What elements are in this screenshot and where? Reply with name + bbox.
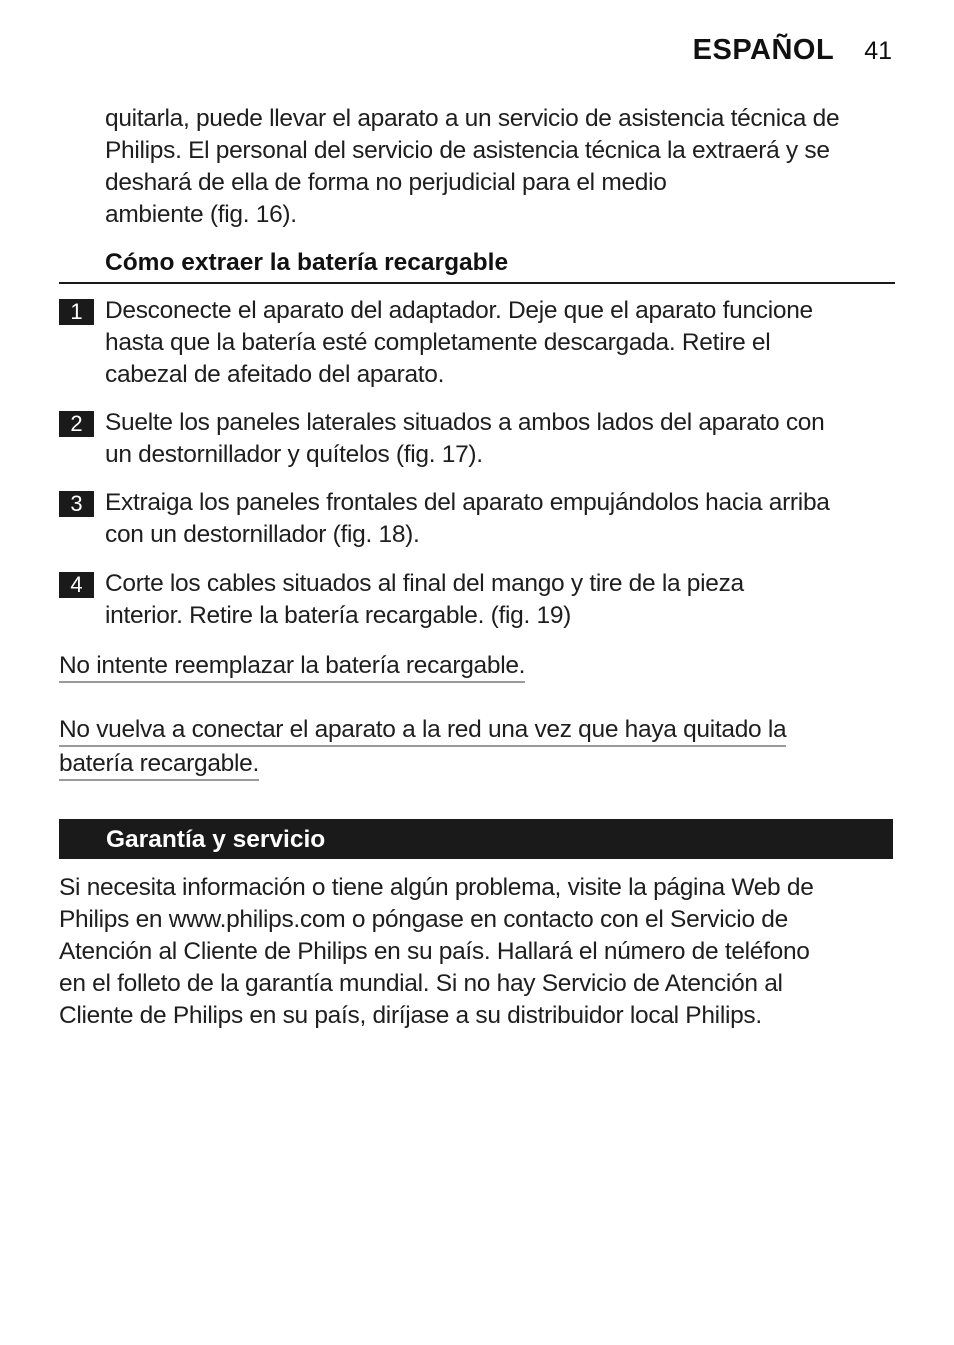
step-text	[105, 407, 905, 471]
step-line: hasta que la batería esté completamente descargada. Retire el	[105, 329, 771, 356]
warning-line: No vuelva a conectar el aparato a la red una vez que haya quitado la	[59, 716, 786, 747]
page-number: 41	[864, 37, 892, 65]
warning-line: No intente reemplazar la batería recargable.	[59, 652, 525, 683]
section-heading-bar	[59, 819, 893, 859]
warning-2	[59, 714, 786, 781]
section-line: Philips en www.philips.com o póngase en contacto con el Servicio de	[59, 906, 788, 933]
section-paragraph	[59, 872, 899, 1032]
subheading-text: Cómo extraer la batería recargable	[105, 249, 509, 276]
step-number-badge: 1	[59, 299, 94, 325]
section-line: Atención al Cliente de Philips en su país. Hallará el número de teléfono	[59, 938, 810, 965]
section-title: Garantía y servicio	[106, 826, 326, 853]
section-line: en el folleto de la garantía mundial. Si no hay Servicio de Atención al	[59, 970, 783, 997]
intro-line: Philips. El personal del servicio de asistencia técnica la extraerá y se	[105, 137, 830, 164]
step-line: Desconecte el aparato del adaptador. Deje que el aparato funcione	[105, 297, 813, 324]
warning-1	[59, 650, 525, 683]
page-header	[693, 34, 892, 67]
section-line: Cliente de Philips en su país, diríjase a su distribuidor local Philips.	[59, 1002, 762, 1029]
language-label: ESPAÑOL	[692, 34, 835, 66]
step-number-badge: 4	[59, 572, 94, 598]
intro-paragraph	[105, 103, 905, 231]
step-number-badge: 3	[59, 491, 94, 517]
warning-line: batería recargable.	[59, 750, 259, 781]
step-text	[105, 568, 905, 632]
step-text	[105, 295, 905, 391]
step-line: Suelte los paneles laterales situados a ambos lados del aparato con	[105, 409, 825, 436]
step-line: con un destornillador (fig. 18).	[105, 521, 420, 548]
intro-line: quitarla, puede llevar el aparato a un servicio de asistencia técnica de	[105, 105, 840, 132]
step-number-badge: 2	[59, 411, 94, 437]
step-line: un destornillador y quítelos (fig. 17).	[105, 441, 483, 468]
intro-line: deshará de ella de forma no perjudicial para el medio	[105, 169, 667, 196]
step-text	[105, 487, 905, 551]
step-line: cabezal de afeitado del aparato.	[105, 361, 445, 388]
subheading	[59, 246, 895, 284]
step-line: Extraiga los paneles frontales del aparato empujándolos hacia arriba	[105, 489, 830, 516]
section-line: Si necesita información o tiene algún problema, visite la página Web de	[59, 874, 814, 901]
intro-line: ambiente (fig. 16).	[105, 201, 297, 228]
step-line: interior. Retire la batería recargable. (fig. 19)	[105, 602, 572, 629]
step-line: Corte los cables situados al final del mango y tire de la pieza	[105, 570, 744, 597]
